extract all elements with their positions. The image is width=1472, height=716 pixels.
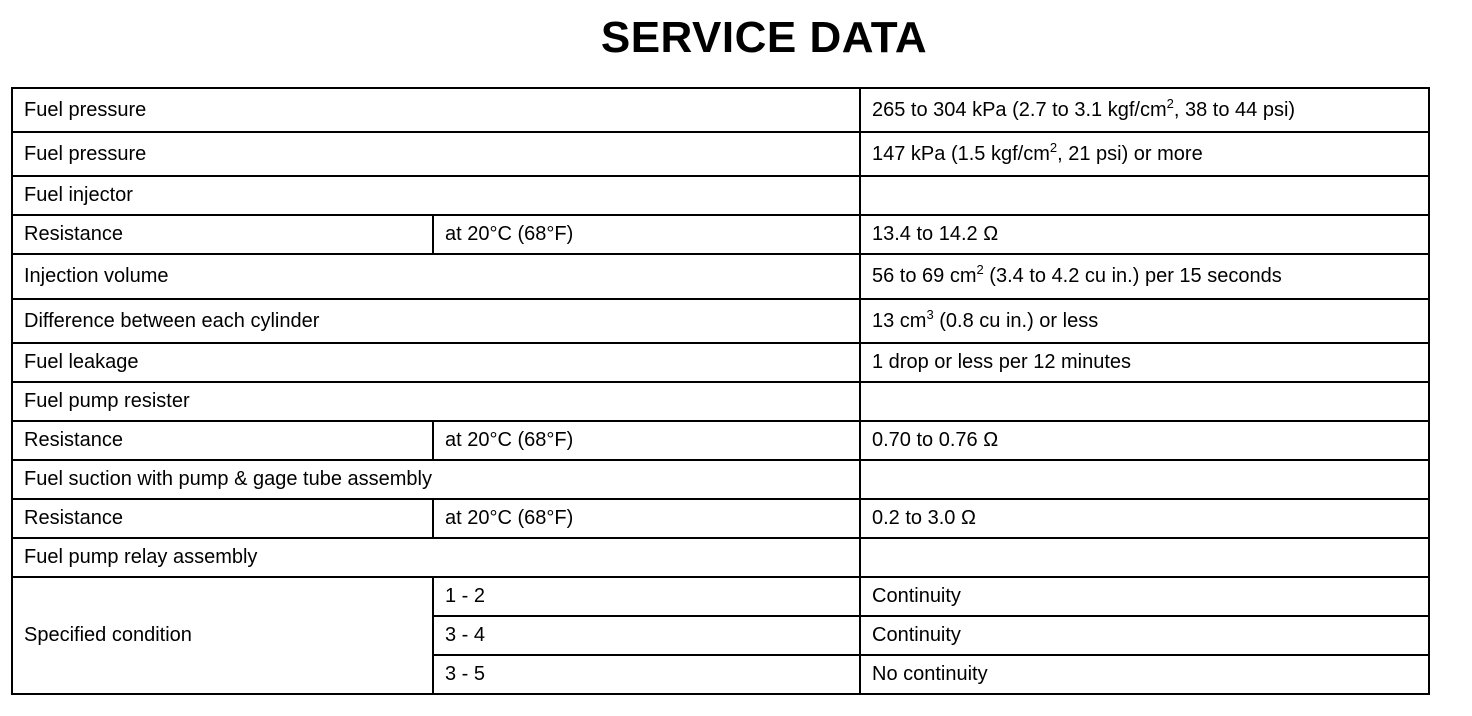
service-data-table (11, 87, 1430, 695)
row-label: Fuel pressure (12, 132, 860, 176)
row-label: Specified condition (12, 577, 433, 694)
table-row (12, 176, 1429, 215)
row-value-empty (860, 176, 1429, 215)
row-label: Fuel suction with pump & gage tube assembly (12, 460, 860, 499)
row-condition: at 20°C (68°F) (433, 421, 860, 460)
table-row (12, 88, 1429, 132)
row-label: Resistance (12, 499, 433, 538)
table-row (12, 132, 1429, 176)
row-value: 1 drop or less per 12 minutes (860, 343, 1429, 382)
row-label: Fuel injector (12, 176, 860, 215)
table-row (12, 460, 1429, 499)
row-label: Resistance (12, 421, 433, 460)
row-label: Difference between each cylinder (12, 299, 860, 343)
row-value: 265 to 304 kPa (2.7 to 3.1 kgf/$cm^2$, 38 to 44 psi) (860, 88, 1429, 132)
terminal-pair: 3 - 5 (433, 655, 860, 694)
row-label: Fuel pressure (12, 88, 860, 132)
row-value: 13 $cm^3$ (0.8 cu in.) or less (860, 299, 1429, 343)
row-label: Fuel leakage (12, 343, 860, 382)
table-row (12, 343, 1429, 382)
row-value-empty (860, 538, 1429, 577)
row-label: Fuel pump relay assembly (12, 538, 860, 577)
terminal-pair: 1 - 2 (433, 577, 860, 616)
continuity-result: No continuity (860, 655, 1429, 694)
table-row (12, 215, 1429, 254)
table-row (12, 421, 1429, 460)
row-value-empty (860, 460, 1429, 499)
terminal-pair: 3 - 4 (433, 616, 860, 655)
table-row (12, 299, 1429, 343)
row-value: 0.2 to 3.0 Ω (860, 499, 1429, 538)
row-label: Injection volume (12, 254, 860, 299)
table-row (12, 499, 1429, 538)
row-value: 13.4 to 14.2 Ω (860, 215, 1429, 254)
row-value: 147 kPa (1.5 kgf/$cm^2$, 21 psi) or more (860, 132, 1429, 176)
table-row (12, 254, 1429, 299)
row-condition: at 20°C (68°F) (433, 215, 860, 254)
row-label: Fuel pump resister (12, 382, 860, 421)
row-value: 0.70 to 0.76 Ω (860, 421, 1429, 460)
row-condition: at 20°C (68°F) (433, 499, 860, 538)
table-row (12, 382, 1429, 421)
continuity-result: Continuity (860, 577, 1429, 616)
row-label: Resistance (12, 215, 433, 254)
row-value-empty (860, 382, 1429, 421)
table-row (12, 577, 1429, 616)
page-title: SERVICE DATA (600, 13, 928, 62)
row-value: 56 to 69 $cm^2$ (3.4 to 4.2 cu in.) per 15 seconds (860, 254, 1429, 299)
continuity-result: Continuity (860, 616, 1429, 655)
table-row (12, 538, 1429, 577)
